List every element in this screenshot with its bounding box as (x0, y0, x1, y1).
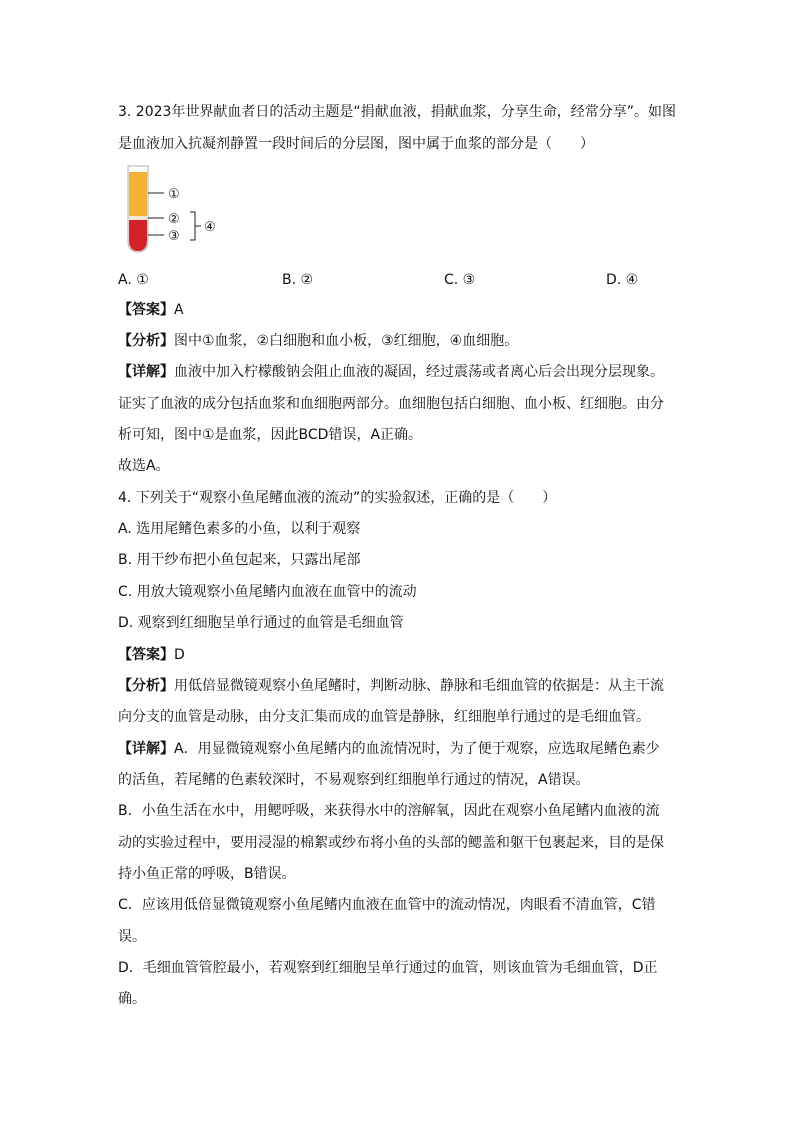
q4-option-b: B. 用干纱布把小鱼包起来，只露出尾部 (118, 552, 361, 568)
plasma-layer (129, 172, 147, 216)
buffy-coat-layer (129, 216, 147, 220)
label-3: ③ (168, 229, 180, 244)
label-1: ① (168, 187, 180, 202)
q4-detail-a2: 的活鱼，若尾鳍的色素较深时，不易观察到红细胞单行通过的情况，A错误。 (118, 772, 590, 788)
q4-option-c: C. 用放大镜观察小鱼尾鳍内血液在血管中的流动 (118, 584, 417, 600)
q3-detail-line1 (118, 362, 664, 382)
q3-detail-line3: 析可知，图中①是血浆，因此BCD错误，A正确。 (118, 427, 423, 443)
q4-detail-d1: D．毛细血管管腔最小，若观察到红细胞呈单行通过的血管，则该血管为毛细血管，D正 (118, 960, 658, 976)
q3-conclusion: 故选A。 (118, 458, 170, 474)
red-cell-layer (129, 220, 147, 251)
q3-analysis (118, 331, 518, 351)
q3-answer (118, 300, 184, 320)
q3-option-a: A. ① (118, 272, 149, 288)
analysis-text: 用低倍显微镜观察小鱼尾鳍时，判断动脉、静脉和毛细血管的依据是：从主干流 (174, 678, 664, 694)
q4-answer (118, 645, 185, 665)
q4-analysis-line1 (118, 676, 664, 696)
q4-option-a: A. 选用尾鳍色素多的小鱼，以利于观察 (118, 521, 361, 537)
answer-tag: 【答案】 (118, 647, 174, 663)
q4-detail-c2: 误。 (118, 929, 146, 945)
answer-tag: 【答案】 (118, 302, 174, 318)
q4-detail-b3: 持小鱼正常的呼吸，B错误。 (118, 866, 296, 882)
q4-analysis-line2: 向分支的血管是动脉，由分支汇集而成的血管是静脉，红细胞单行通过的是毛细血管。 (118, 709, 650, 725)
answer-value: D (174, 647, 185, 663)
q3-stem-line1: 3. 2023年世界献血者日的活动主题是“捐献血液，捐献血浆，分享生命，经常分享”。如图 (118, 104, 676, 120)
detail-text: 血液中加入柠檬酸钠会阻止血液的凝固，经过震荡或者离心后会出现分层现象。 (174, 364, 664, 380)
analysis-text: 图中①血浆，②白细胞和血小板，③红细胞，④血细胞。 (174, 333, 519, 349)
q3-detail-line2: 证实了血液的成分包括血浆和血细胞两部分。血细胞包括白细胞、血小板、红细胞。由分 (118, 396, 664, 412)
q4-detail-b2: 动的实验过程中，要用浸湿的棉絮或纱布将小鱼的头部的鳃盖和躯干包裹起来，目的是保 (118, 835, 664, 851)
q4-detail-a1 (118, 739, 660, 759)
detail-tag: 【详解】 (118, 741, 174, 757)
label-2: ② (168, 212, 180, 227)
q3-stem-line2: 是血液加入抗凝剂静置一段时间后的分层图，图中属于血浆的部分是（ ） (118, 136, 594, 152)
q4-option-d: D. 观察到红细胞呈单行通过的血管是毛细血管 (118, 615, 404, 631)
detail-tag: 【详解】 (118, 364, 174, 380)
q3-option-d: D. ④ (606, 272, 639, 288)
analysis-tag: 【分析】 (118, 678, 174, 694)
blood-layer-figure (118, 160, 258, 260)
analysis-tag: 【分析】 (118, 333, 174, 349)
q4-detail-c1: C．应该用低倍显微镜观察小鱼尾鳍内血液在血管中的流动情况，肉眼看不清血管，C错 (118, 897, 656, 913)
q4-detail-d2: 确。 (118, 991, 146, 1007)
q3-option-b: B. ② (282, 272, 314, 288)
answer-value: A (174, 302, 184, 318)
detail-text: A．用显微镜观察小鱼尾鳍内的血流情况时，为了便于观察，应选取尾鳍色素少 (174, 741, 660, 757)
q3-option-c: C. ③ (444, 272, 476, 288)
label-4: ④ (204, 220, 216, 235)
q4-detail-b1: B．小鱼生活在水中，用鳃呼吸，来获得水中的溶解氧，因此在观察小鱼尾鳍内血液的流 (118, 803, 660, 819)
q4-stem: 4. 下列关于“观察小鱼尾鳍血液的流动”的实验叙述，正确的是（ ） (118, 490, 557, 506)
